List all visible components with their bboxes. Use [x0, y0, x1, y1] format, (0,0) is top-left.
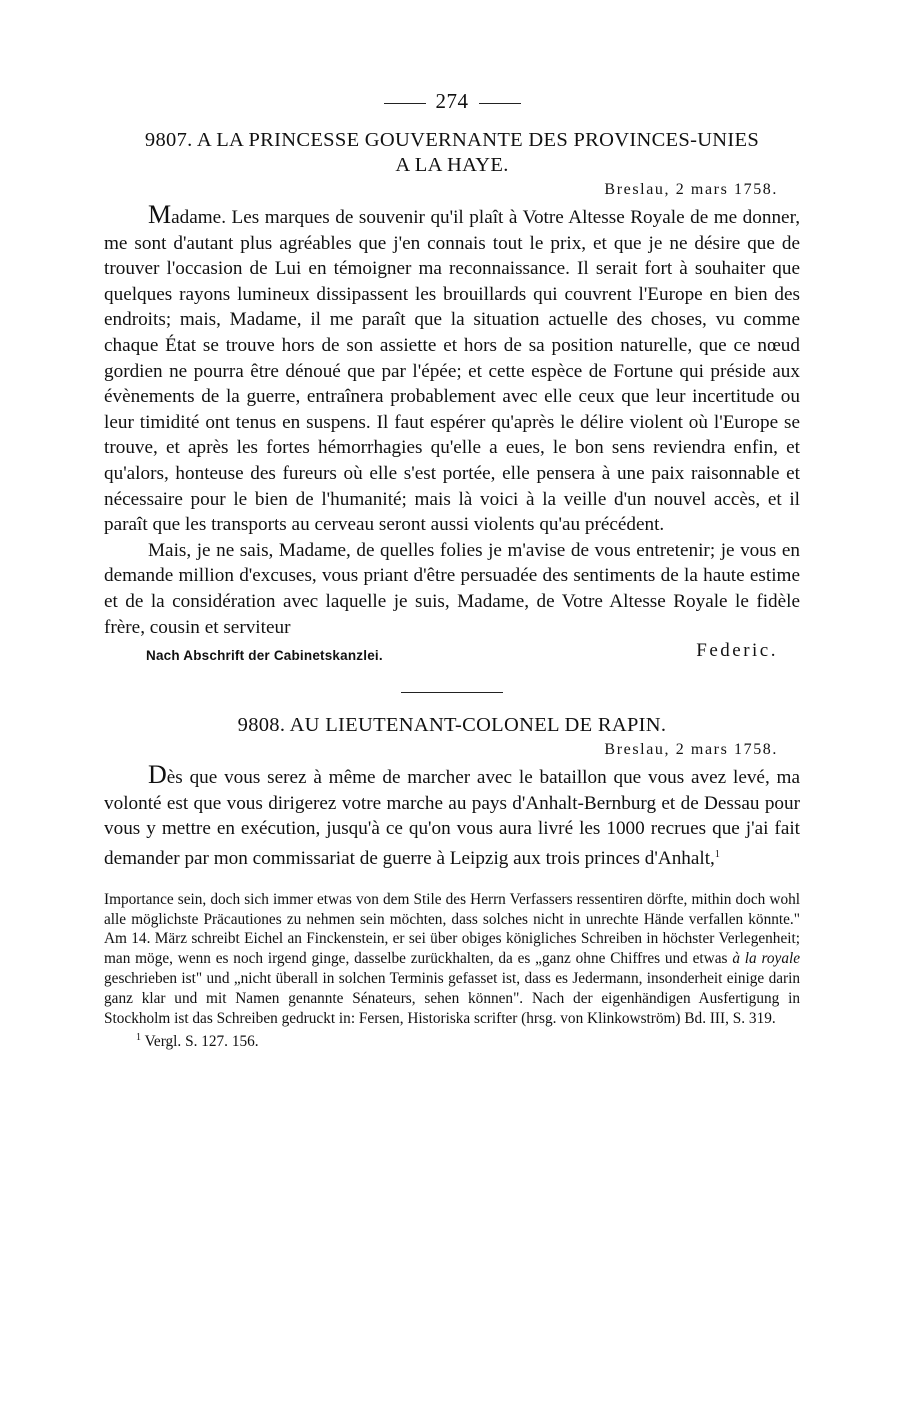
- header-dash-left: [384, 103, 426, 104]
- footnote-italic-phrase: à la royale: [732, 950, 801, 968]
- letter-9807-title-line2: A LA HAYE.: [395, 154, 509, 176]
- footnote-text-part1: Importance sein, doch sich immer etwas von dem Stile des Herrn Verfassers ressentiren dörfte, mithin doch wohl alle möglichste Präcautiones zu nehmen sein möchten, dass solches nicht in unrechte Hände verfallen könnte." Am 14. März schreibt Eichel an Finckenstein, er sei über obiges königliches Schreiben in höchster Verlegenheit; man möge, wenn es noch irgend ginge, dasselbe zurückhalten, da es „ganz ohne Chiffres und etwas: [104, 890, 800, 968]
- footnote-continuation: [104, 890, 800, 1029]
- footnote-marker: 1: [714, 848, 720, 860]
- footnotes: [104, 890, 800, 1052]
- letter-9807-dateline: Breslau, 2 mars 1758.: [604, 181, 778, 198]
- footnote-text-part2: geschrieben ist" und „nicht überall in solchen Terminis gefasset ist, dass es Jedermann, insonderheit einige darin ganz klar und mit Namen genannte Sénateurs, sehen können". Nach der eigenhändigen Ausfertigung in Stockholm ist das Schreiben gedruckt in: Fersen, Historiska scrifter (hrsg. von Klinkowström) Bd. III, S. 319.: [104, 970, 800, 1027]
- letter-9808-title: 9808. AU LIEUTENANT-COLONEL DE RAPIN.: [237, 714, 667, 737]
- signature: Federic.: [696, 640, 778, 662]
- page-number: 274: [435, 89, 469, 113]
- letter-9808-body: [104, 762, 800, 872]
- letter-9808-paragraph-1: [104, 762, 800, 872]
- footnote-1: [104, 1028, 800, 1052]
- header-dash-right: [479, 103, 521, 104]
- letter-9808-paragraph-text: Dès que vous serez à même de marcher avec le bataillon que vous avez levé, ma volonté est que vous dirigerez votre marche au pays d'Anhalt-Bernburg et de Dessau pour vous y mettre en exécution, jusqu'à ce qu'on vous aura livré les 1000 recrues que j'ai fait demander par mon commissariat de guerre à Leipzig aux trois princes d'Anhalt,: [104, 760, 800, 870]
- footnote-1-text: Vergl. S. 127. 156.: [144, 1033, 259, 1051]
- letter-9808-dateline: Breslau, 2 mars 1758.: [604, 741, 778, 759]
- document-page: [104, 84, 800, 1052]
- page-header: [104, 84, 800, 118]
- letter-9807-closing: [104, 640, 800, 668]
- letter-separator: [401, 692, 503, 693]
- source-note: Nach Abschrift der Cabinetskanzlei.: [146, 648, 383, 664]
- letter-9807-paragraph-1: Madame. Les marques de souvenir qu'il plaît à Votre Altesse Royale de me donner, me sont d'autant plus agréables que j'en connais tout le prix, et que je ne désire que de trouver l'occasion de Lui en témoigner ma reconnaissance. Il serait fort à souhaiter que quelques rayons lumineux dissipassent les brouillards qui couvrent l'Europe en bien des endroits; mais, Madame, il me paraît que la situation actuelle des choses, vu comme chaque État se trouve hors de son assiette et hors de sa position naturelle, que ce nœud gordien ne pourra être dénoué que par l'épée; et cette espèce de Fortune qui préside aux évènements de la guerre, entraînera probablement avec elle ceux que leur incertitude ou leur timidité ont tenus en suspens. Il faut espérer qu'après le délire violent où l'Europe se trouve, et après les fortes hémorrhagies qu'elle a eues, le bon sens reviendra enfin, et qu'alors, honteuse des fureurs où elle s'est portée, elle pensera à une paix raisonnable et nécessaire pour le bien de l'humanité; mais là voici à la veille d'un nouvel accès, et il paraît que les transports au cerveau seront aussi violents qu'au précédent.: [104, 200, 800, 536]
- footnote-1-marker: 1: [136, 1032, 141, 1044]
- letter-9807-paragraph-2: Mais, je ne sais, Madame, de quelles folies je m'avise de vous entretenir; je vous en demande million d'excuses, vous priant d'être persuadée des sentiments de la haute estime et de la considération avec laquelle je suis, Madame, de Votre Altesse Royale le fidèle frère, cousin et serviteur: [104, 539, 800, 638]
- letter-9807-body: [104, 202, 800, 640]
- letter-9807-title-line1: 9807. A LA PRINCESSE GOUVERNANTE DES PROVINCES-UNIES: [144, 129, 760, 151]
- letter-9807-title: [104, 128, 800, 178]
